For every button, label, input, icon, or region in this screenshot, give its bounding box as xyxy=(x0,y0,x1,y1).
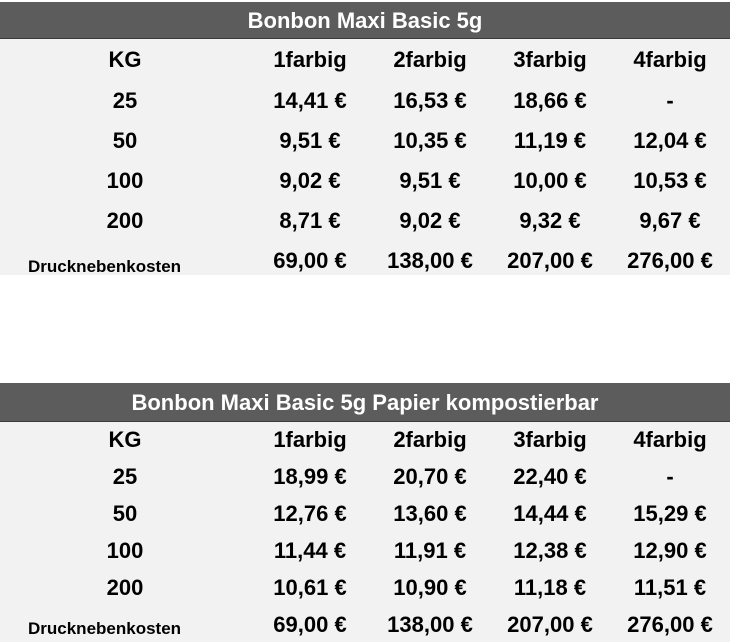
table-row xyxy=(0,569,730,606)
price-cell: 69,00 € xyxy=(273,248,347,273)
row-label-kg: 50 xyxy=(112,128,138,153)
row-label-print-costs: Drucknebenkosten xyxy=(28,619,182,638)
column-header-2farbig: 2farbig xyxy=(393,427,467,452)
table-row xyxy=(0,495,730,532)
price-cell: 11,91 € xyxy=(393,537,467,563)
print-costs-row xyxy=(0,606,730,643)
row-label-kg: 200 xyxy=(106,574,144,600)
price-table-compostable xyxy=(0,383,730,642)
column-header-3farbig: 3farbig xyxy=(513,427,587,452)
price-cell: 276,00 € xyxy=(627,248,713,273)
price-cell: - xyxy=(666,463,674,489)
row-label-kg: 25 xyxy=(112,463,138,489)
price-cell: 12,38 € xyxy=(513,537,587,563)
table-row xyxy=(0,81,730,121)
row-label-kg: 100 xyxy=(106,537,144,563)
price-cell: 9,51 € xyxy=(399,168,461,193)
price-cell: 22,40 € xyxy=(513,463,587,489)
price-cell: 138,00 € xyxy=(387,248,473,273)
row-label-kg: 50 xyxy=(112,500,138,526)
column-header-kg: KG xyxy=(108,427,142,452)
print-costs-row xyxy=(0,241,730,281)
price-cell: 207,00 € xyxy=(507,248,593,273)
row-label-kg: 100 xyxy=(106,168,144,193)
table-title: Bonbon Maxi Basic 5g xyxy=(0,2,730,39)
price-cell: 207,00 € xyxy=(507,611,593,637)
price-cell: 14,41 € xyxy=(273,88,347,113)
price-cell: 12,76 € xyxy=(273,500,347,526)
price-cell: 9,67 € xyxy=(639,208,701,233)
table-row xyxy=(0,532,730,569)
price-cell: - xyxy=(666,88,674,113)
table-row xyxy=(0,121,730,161)
price-cell: 18,66 € xyxy=(513,88,587,113)
price-cell: 15,29 € xyxy=(633,500,707,526)
price-cell: 9,02 € xyxy=(399,208,461,233)
price-cell: 9,32 € xyxy=(519,208,581,233)
price-cell: 12,90 € xyxy=(633,537,707,563)
header-row xyxy=(0,39,730,81)
price-cell: 276,00 € xyxy=(627,611,713,637)
table-row xyxy=(0,201,730,241)
price-cell: 11,18 € xyxy=(513,574,587,600)
column-header-2farbig: 2farbig xyxy=(393,47,467,72)
price-cell: 12,04 € xyxy=(633,128,707,153)
price-table-basic xyxy=(0,2,730,275)
price-cell: 11,51 € xyxy=(633,574,707,600)
column-header-1farbig: 1farbig xyxy=(273,47,347,72)
price-grid xyxy=(0,39,730,281)
price-cell: 10,00 € xyxy=(513,168,587,193)
row-label-kg: 200 xyxy=(106,208,144,233)
price-cell: 10,53 € xyxy=(633,168,707,193)
column-header-4farbig: 4farbig xyxy=(633,427,707,452)
column-header-4farbig: 4farbig xyxy=(633,47,707,72)
header-row xyxy=(0,422,730,458)
row-label-kg: 25 xyxy=(112,88,138,113)
price-cell: 20,70 € xyxy=(393,463,467,489)
price-cell: 69,00 € xyxy=(273,611,347,637)
price-cell: 8,71 € xyxy=(279,208,341,233)
price-cell: 13,60 € xyxy=(393,500,467,526)
column-header-kg: KG xyxy=(108,47,142,72)
price-cell: 9,51 € xyxy=(279,128,341,153)
table-title: Bonbon Maxi Basic 5g Papier kompostierbar xyxy=(0,383,730,422)
row-label-print-costs: Drucknebenkosten xyxy=(28,257,182,276)
price-cell: 18,99 € xyxy=(273,463,347,489)
price-cell: 11,44 € xyxy=(273,537,347,563)
price-cell: 138,00 € xyxy=(387,611,473,637)
column-header-1farbig: 1farbig xyxy=(273,427,347,452)
price-cell: 16,53 € xyxy=(393,88,467,113)
price-cell: 14,44 € xyxy=(513,500,587,526)
price-cell: 9,02 € xyxy=(279,168,341,193)
price-grid xyxy=(0,422,730,643)
table-row xyxy=(0,161,730,201)
price-cell: 11,19 € xyxy=(513,128,587,153)
column-header-3farbig: 3farbig xyxy=(513,47,587,72)
price-cell: 10,35 € xyxy=(393,128,467,153)
table-row xyxy=(0,458,730,495)
price-cell: 10,90 € xyxy=(393,574,467,600)
price-cell: 10,61 € xyxy=(273,574,347,600)
